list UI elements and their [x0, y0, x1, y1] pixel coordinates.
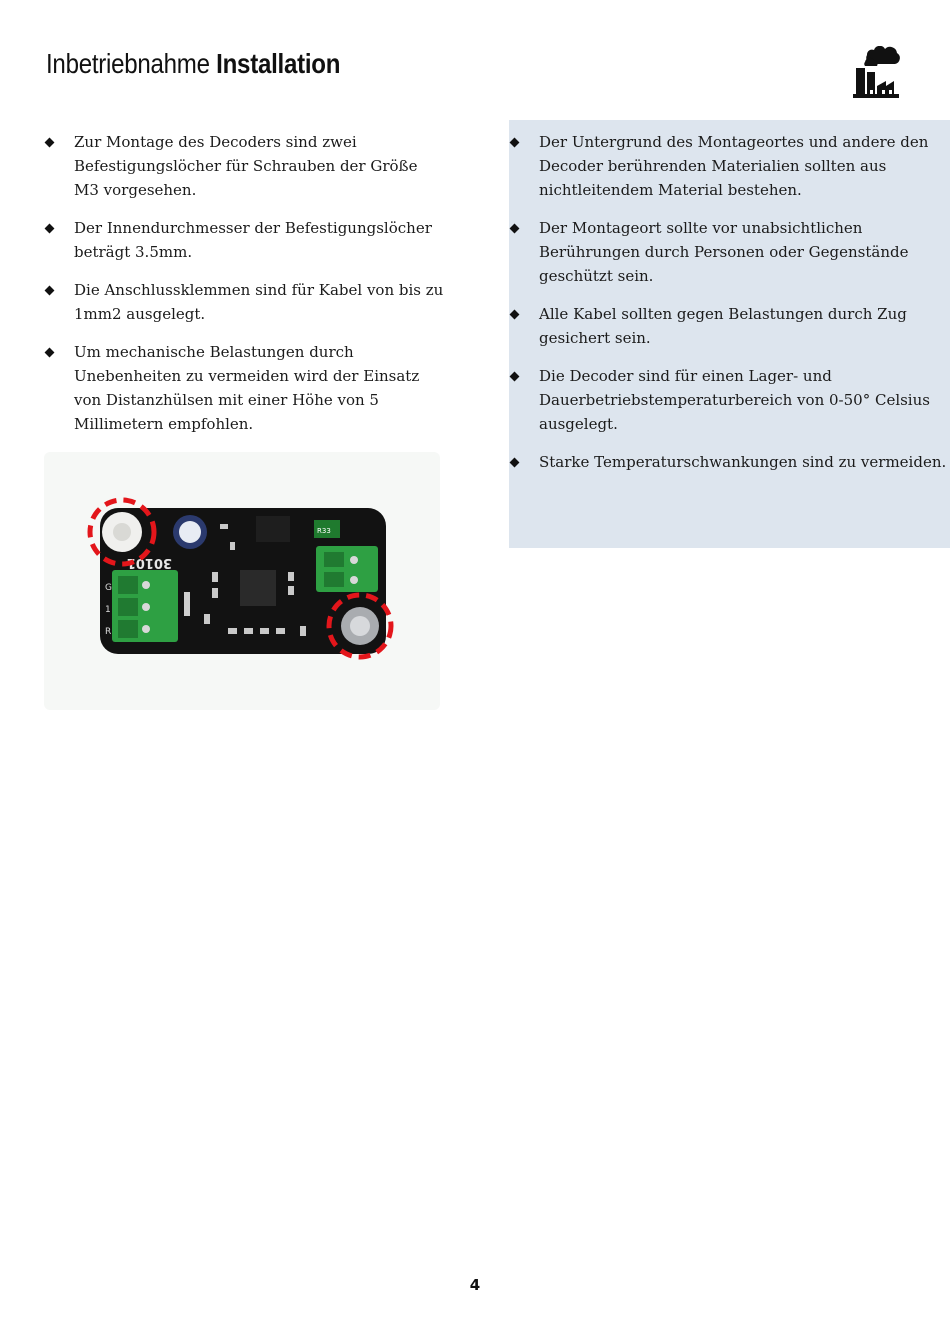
list-item-text: Starke Temperaturschwankungen sind zu vermeiden.	[539, 453, 947, 471]
diamond-bullet-icon	[510, 372, 520, 382]
list-item	[509, 364, 950, 436]
right-column-panel	[509, 120, 950, 548]
chip-label: R33	[317, 527, 331, 535]
diamond-bullet-icon	[510, 224, 520, 234]
list-item	[509, 216, 950, 288]
list-item-text: Die Anschlussklemmen sind für Kabel von bis zu 1mm2 ausgelegt.	[74, 281, 444, 323]
diamond-bullet-icon	[45, 348, 55, 358]
list-item	[509, 130, 950, 202]
board-label: 30101	[126, 555, 172, 570]
left-bullet-list	[44, 130, 444, 436]
list-item-text: Zur Montage des Decoders sind zwei Befestigungslöcher für Schrauben der Größe M3 vorgesehen.	[74, 133, 418, 199]
left-column	[44, 130, 444, 450]
factory-icon	[852, 46, 902, 100]
pin-label: 1	[105, 605, 111, 615]
list-item	[44, 216, 444, 264]
diamond-bullet-icon	[510, 458, 520, 468]
list-item	[509, 450, 950, 474]
list-item	[44, 130, 444, 202]
diamond-bullet-icon	[45, 138, 55, 148]
list-item-text: Der Innendurchmesser der Befestigungslöcher beträgt 3.5mm.	[74, 219, 432, 261]
page-title	[46, 48, 340, 80]
diamond-bullet-icon	[510, 310, 520, 320]
page-number: 4	[469, 1276, 481, 1294]
list-item	[44, 340, 444, 436]
list-item-text: Um mechanische Belastungen durch Unebenheiten zu vermeiden wird der Einsatz von Distanzhülsen mit einer Höhe von 5 Millimetern empfohlen.	[74, 343, 420, 433]
page-title-section: Inbetriebnahme	[46, 48, 210, 79]
decoder-board-photo	[44, 452, 440, 710]
list-item	[509, 302, 950, 350]
list-item-text: Der Montageort sollte vor unabsichtlichen Berührungen durch Personen oder Gegenstände geschützt sein.	[539, 219, 909, 285]
decoder-board-illustration	[44, 452, 440, 710]
pin-label: G	[105, 583, 112, 593]
list-item	[44, 278, 444, 326]
list-item-text: Die Decoder sind für einen Lager- und Dauerbetriebstemperaturbereich von 0-50° Celsius ausgelegt.	[539, 367, 930, 433]
right-bullet-list	[509, 130, 950, 474]
diamond-bullet-icon	[45, 224, 55, 234]
diamond-bullet-icon	[45, 286, 55, 296]
list-item-text: Alle Kabel sollten gegen Belastungen durch Zug gesichert sein.	[539, 305, 907, 347]
page-title-topic: Installation	[216, 48, 341, 79]
pin-label: R	[105, 627, 112, 637]
diamond-bullet-icon	[510, 138, 520, 148]
list-item-text: Der Untergrund des Montageortes und andere den Decoder berührenden Materialien sollten aus nichtleitendem Material bestehen.	[539, 133, 929, 199]
